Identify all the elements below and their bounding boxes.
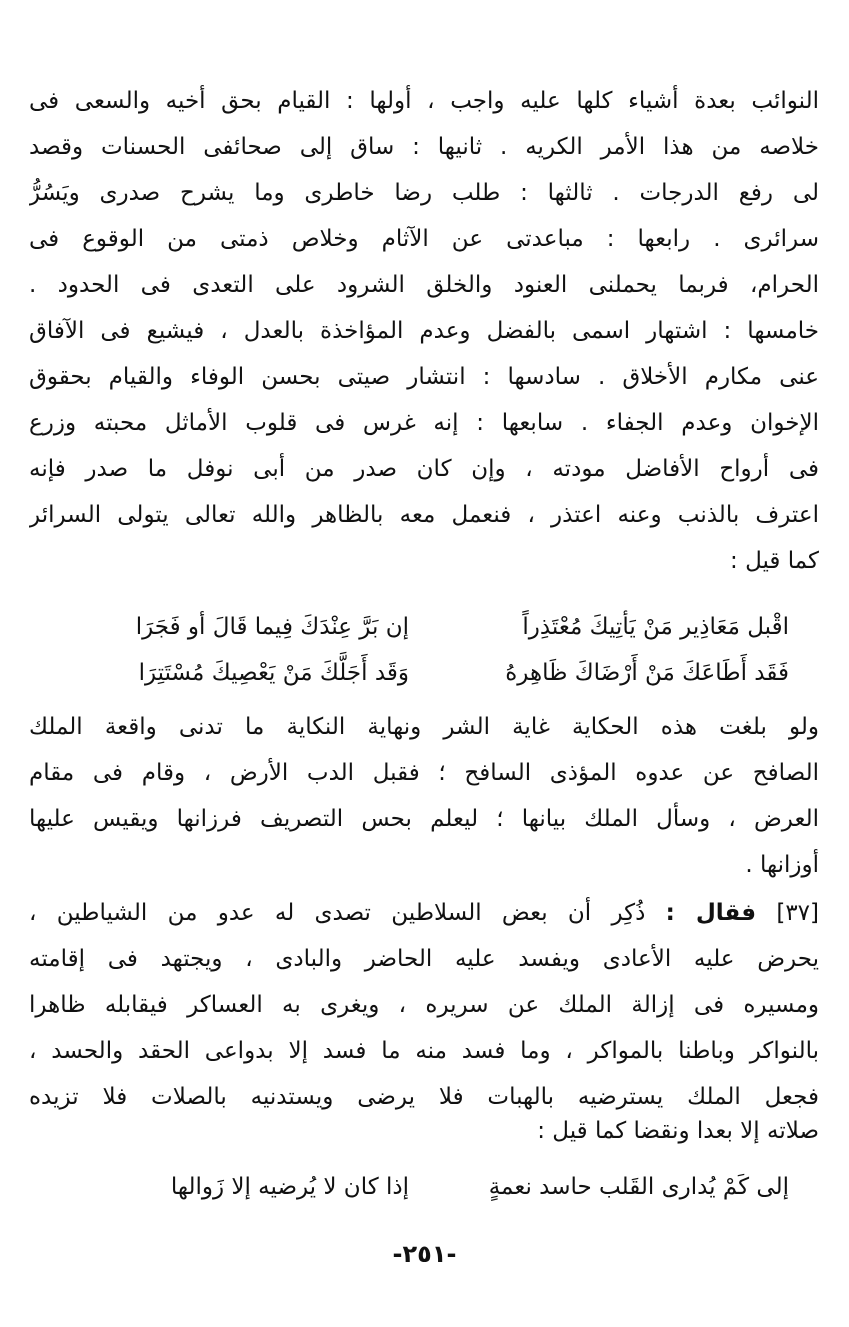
text-line: خامسها : اشتهار اسمى بالفضل وعدم المؤاخذة بالعدل ، فيشيع فى الآفاق	[29, 318, 819, 344]
text-line: بالنواكر وباطنا بالمواكر ، وما فسد منه ما فسد إلا بدواعى الحقد والحسد ،	[29, 1038, 819, 1064]
text-line: النوائب بعدة أشياء كلها عليه واجب ، أولها : القيام بحق أخيه والسعى فى	[29, 88, 819, 114]
text-span: ذُكِر أن بعض السلاطين تصدى له عدو من الشياطين ،	[29, 900, 646, 926]
text-line: خلاصه من هذا الأمر الكريه . ثانيها : ساق إلى صحائفى الحسنات وقصد	[29, 134, 819, 160]
text-line: الحرام، فربما يحملنى العنود والخلق الشرود على التعدى فى الحدود .	[29, 272, 819, 298]
section-lead-word: فقال :	[665, 900, 757, 926]
text-line: سرائرى . رابعها : مباعدتى عن الآثام وخلاص ذمتى من الوقوع فى	[29, 226, 819, 252]
text-line: ومسيره فى إزالة الملك عن سريره ، ويغرى به العساكر فيقابله ظاهرا	[29, 992, 819, 1018]
text-line: كما قيل :	[730, 548, 819, 574]
text-line: العرض ، وسأل الملك بيانها ؛ ليعلم بحس التصريف فرزانها ويقيس عليها	[29, 806, 819, 832]
text-line	[29, 890, 819, 936]
text-line: ولو بلغت هذه الحكاية غاية الشر ونهاية النكاية ما تدنى واقعة الملك	[29, 714, 819, 740]
text-line: فجعل الملك يسترضيه بالهبات فلا يرضى ويستدنيه بالصلات فلا تزيده	[29, 1084, 819, 1110]
text-line: يحرض عليه الأعادى ويفسد عليه الحاضر والبادى ، ويجتهد فى إقامته	[29, 946, 819, 972]
text-line: فى أرواح الأفاضل مودته ، وإن كان صدر من أبى نوفل ما صدر فإنه	[29, 456, 819, 482]
text-line: أوزانها .	[745, 852, 819, 878]
verse-hemistich: فَقَد أَطَاعَكَ مَنْ أَرْضَاكَ ظَاهِرهُ	[505, 660, 789, 686]
verse-hemistich: إن بَرَّ عِنْدَكَ فِيما قَالَ أو فَجَرَا	[135, 614, 409, 640]
text-line: صلاته إلا بعدا ونقضا كما قيل :	[537, 1118, 819, 1144]
page-number: -٢٥١-	[392, 1240, 457, 1268]
verse-hemistich: اقْبل مَعَاذِير مَنْ يَأتِيكَ مُعْتَذِراً	[522, 614, 789, 640]
text-line: عنى مكارم الأخلاق . سادسها : انتشار صيتى بحسن الوفاء والقيام بحقوق	[29, 364, 819, 390]
text-line: اعترف بالذنب وعنه اعتذر ، فنعمل معه بالظاهر والله تعالى يتولى السرائر	[29, 502, 819, 528]
text-line: الصافح عن عدوه المؤذى السافح ؛ فقبل الدب الأرض ، وقام فى مقام	[29, 760, 819, 786]
text-line: الإخوان وعدم الجفاء . سابعها : إنه غرس فى قلوب الأماثل محبته وزرع	[29, 410, 819, 436]
verse-hemistich: إلى كَمْ يُدارى القَلب حاسد نعمةٍ	[488, 1174, 789, 1200]
section-number: [٣٧]	[776, 900, 819, 926]
verse-hemistich: وَقَد أَجَلَّكَ مَنْ يَعْصِيكَ مُسْتَتِرَا	[138, 660, 409, 686]
text-line: لى رفع الدرجات . ثالثها : طلب رضا خاطرى وما يشرح صدرى ويَسُرُّ	[29, 180, 819, 206]
verse-hemistich: إذا كان لا يُرضيه إلا زَوالها	[170, 1174, 409, 1200]
